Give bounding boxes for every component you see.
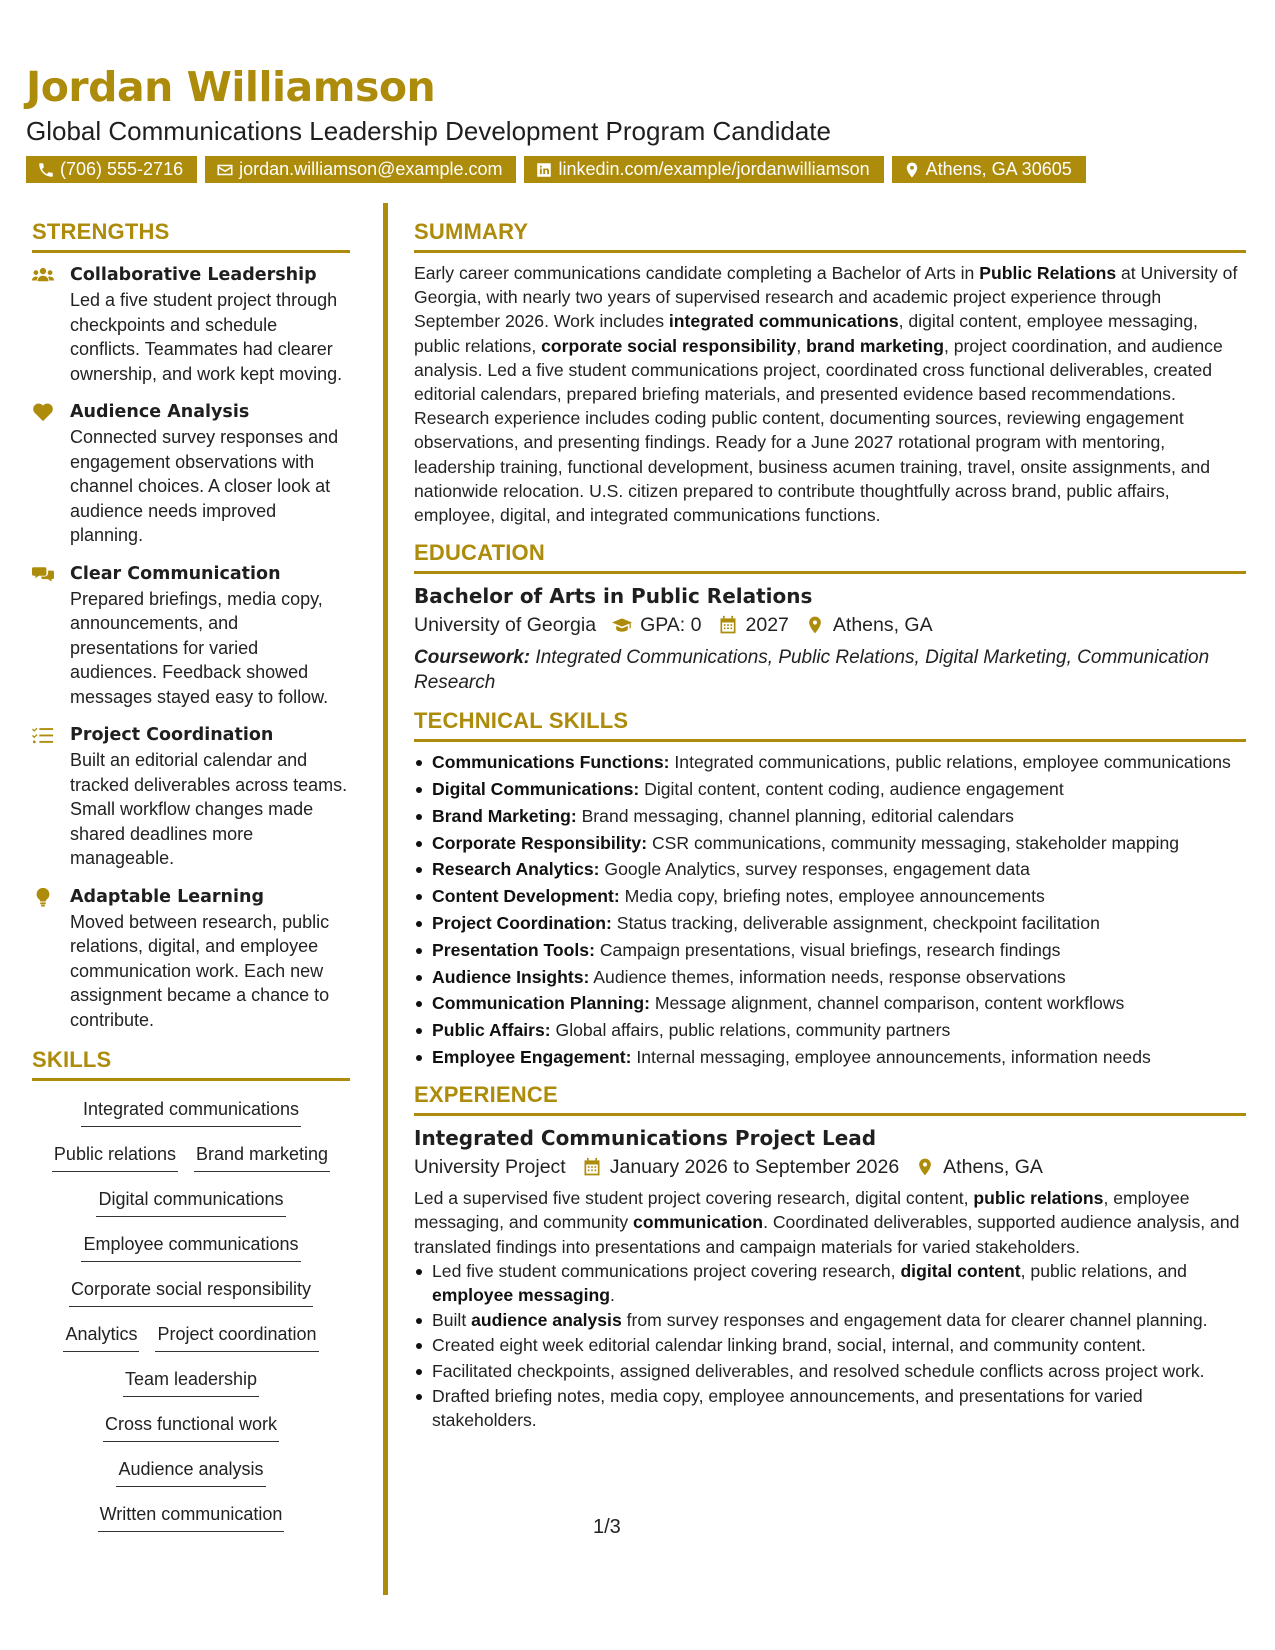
text-run: , public relations, and bbox=[1020, 1260, 1187, 1281]
skill-category: Brand Marketing: bbox=[432, 805, 577, 826]
skill-tag: Team leadership bbox=[123, 1367, 259, 1397]
strength-description: Prepared briefings, media copy, announcements, and presentations for varied audiences. Feedback showed messages stayed easy to follow. bbox=[70, 588, 329, 707]
skill-category: Research Analytics: bbox=[432, 859, 600, 880]
skill-tag: Digital communications bbox=[96, 1187, 285, 1217]
skill-details: Message alignment, channel comparison, content workflows bbox=[649, 993, 1125, 1014]
list-item bbox=[414, 750, 1246, 774]
strength-title: Audience Analysis bbox=[70, 402, 250, 422]
skill-details: Global affairs, public relations, community partners bbox=[550, 1020, 951, 1041]
left-column bbox=[32, 218, 350, 1541]
list-item bbox=[414, 1333, 1246, 1357]
contact-phone-text: (706) 555-2716 bbox=[60, 159, 184, 179]
strength-item bbox=[32, 723, 350, 871]
strength-title: Project Coordination bbox=[70, 725, 274, 745]
candidate-headline: Global Communications Leadership Development Program Candidate bbox=[26, 116, 831, 146]
list-item bbox=[414, 1259, 1246, 1307]
contact-linkedin-text: linkedin.com/example/jordanwilliamson bbox=[558, 159, 870, 179]
strengths-heading: STRENGTHS bbox=[32, 218, 350, 253]
experience-meta bbox=[414, 1152, 1246, 1182]
contact-linkedin[interactable] bbox=[524, 156, 883, 183]
right-column bbox=[414, 218, 1246, 1444]
candidate-name: Jordan Williamson bbox=[26, 63, 436, 111]
text-run: , employee messaging, and community bbox=[414, 1188, 1190, 1233]
skill-category: Audience Insights: bbox=[432, 966, 590, 987]
skill-details: Status tracking, deliverable assignment, checkpoint facilitation bbox=[611, 913, 1100, 934]
education-location: Athens, GA bbox=[832, 614, 933, 637]
text-run: , project coordination, and audience analysis. Led a five student communications project, coordinated cross functional deliverables, created editorial calendars, prepared briefing materials, and presented evidence based recommendations. Research experience includes coding public content, documenting sources, reviewing engagement observations, and presenting findings. Ready for a June 2027 rotational program with mentoring, leadership training, functional development, business acumen training, travel, onsite assignments, and nationwide relocation. U.S. citizen prepared to contribute thoughtfully across brand, public affairs, employee, digital, and integrated communications functions. bbox=[414, 335, 1223, 526]
school-name: University of Georgia bbox=[414, 614, 597, 637]
text-run: . Coordinated deliverables, supported audience analysis, and translated findings into presentations and campaign materials for varied stakeholders. bbox=[414, 1212, 1240, 1257]
skill-category: Digital Communications: bbox=[432, 779, 640, 800]
skills-heading: SKILLS bbox=[32, 1046, 350, 1081]
list-item bbox=[414, 965, 1246, 989]
skill-details: CSR communications, community messaging, stakeholder mapping bbox=[647, 832, 1180, 853]
graduation-year: 2027 bbox=[745, 614, 789, 637]
phone-icon bbox=[37, 161, 55, 179]
education-heading: EDUCATION bbox=[414, 539, 1246, 574]
calendar-icon bbox=[718, 615, 738, 635]
summary-heading: SUMMARY bbox=[414, 218, 1246, 253]
page-number: 1/3 bbox=[593, 1516, 621, 1538]
skill-tag: Integrated communications bbox=[81, 1097, 301, 1127]
skill-category: Corporate Responsibility: bbox=[432, 832, 648, 853]
text-run: , bbox=[796, 335, 807, 356]
coursework bbox=[414, 646, 1246, 695]
strength-description: Connected survey responses and engagement observations with channel choices. A closer look at audience needs improved planning. bbox=[70, 427, 339, 545]
text-run: at University of Georgia, with nearly two years of supervised research and academic project experience through September 2026. Work includes bbox=[414, 263, 1238, 332]
column-divider bbox=[383, 203, 388, 1595]
skill-details: Media copy, briefing notes, employee announcements bbox=[619, 886, 1045, 907]
emphasis-text: brand marketing bbox=[806, 335, 944, 356]
emphasis-text: employee messaging bbox=[432, 1285, 610, 1306]
list-item bbox=[414, 831, 1246, 855]
strength-description: Moved between research, public relations, digital, and employee communication work. Each new assignment became a chance to contribute. bbox=[70, 911, 330, 1030]
strength-title: Collaborative Leadership bbox=[70, 265, 317, 285]
map-marker-icon bbox=[805, 615, 825, 635]
calendar-icon bbox=[582, 1157, 602, 1177]
skill-details: Integrated communications, public relations, employee communications bbox=[669, 752, 1231, 773]
list-item bbox=[414, 804, 1246, 828]
education-section bbox=[414, 539, 1246, 695]
skill-tag: Brand marketing bbox=[194, 1142, 330, 1172]
skill-tag: Analytics bbox=[63, 1322, 139, 1352]
skill-details: Google Analytics, survey responses, engagement data bbox=[599, 859, 1030, 880]
graduation-cap-icon bbox=[612, 615, 632, 635]
degree-title: Bachelor of Arts in Public Relations bbox=[414, 584, 813, 609]
list-item bbox=[414, 884, 1246, 908]
strength-item bbox=[32, 562, 350, 710]
map-marker-icon bbox=[915, 1157, 935, 1177]
strengths-list bbox=[32, 263, 350, 1032]
skill-details: Brand messaging, channel planning, editorial calendars bbox=[576, 805, 1014, 826]
skill-details: Internal messaging, employee announcements, information needs bbox=[631, 1047, 1151, 1067]
skill-tag: Employee communications bbox=[81, 1232, 300, 1262]
emphasis-text: public relations bbox=[973, 1188, 1104, 1209]
text-run: , digital content, employee messaging, public relations, bbox=[414, 311, 1198, 356]
skill-tag: Audience analysis bbox=[116, 1457, 265, 1487]
contact-email-text: jordan.williamson@example.com bbox=[239, 159, 503, 179]
lightbulb-icon bbox=[32, 887, 54, 907]
skill-category: Communication Planning: bbox=[432, 993, 650, 1014]
strength-title: Adaptable Learning bbox=[70, 886, 264, 907]
skill-category: Employee Engagement: bbox=[432, 1047, 632, 1067]
coursework-list: Integrated Communications, Public Relations, Digital Marketing, Communication Research bbox=[414, 647, 1210, 693]
strength-description: Led a five student project through checkpoints and schedule conflicts. Teammates had clearer ownership, and work kept moving. bbox=[70, 290, 343, 384]
skill-tag: Corporate social responsibility bbox=[69, 1277, 313, 1307]
list-item bbox=[414, 1018, 1246, 1042]
list-item bbox=[414, 991, 1246, 1015]
experience-section bbox=[414, 1081, 1246, 1432]
emphasis-text: Public Relations bbox=[979, 263, 1117, 283]
resume-header bbox=[26, 62, 1246, 183]
list-item bbox=[414, 777, 1246, 801]
list-item bbox=[414, 1045, 1246, 1069]
emphasis-text: integrated communications bbox=[668, 311, 899, 332]
users-icon bbox=[32, 265, 54, 285]
text-run: Drafted briefing notes, media copy, employee announcements, and presentations for varied stakeholders. bbox=[432, 1385, 1143, 1431]
organization: University Project bbox=[414, 1156, 566, 1179]
heart-icon bbox=[32, 402, 54, 422]
list-check-icon bbox=[32, 725, 54, 745]
list-item bbox=[414, 1384, 1246, 1432]
skill-details: Audience themes, information needs, response observations bbox=[589, 966, 1066, 987]
technical-skills-list bbox=[414, 750, 1246, 1069]
skills-cloud bbox=[32, 1091, 350, 1541]
text-run: from survey responses and engagement data for clearer channel planning. bbox=[621, 1310, 1208, 1331]
list-item bbox=[414, 1359, 1246, 1383]
summary-text bbox=[414, 261, 1246, 527]
emphasis-text: corporate social responsibility bbox=[541, 335, 797, 356]
skill-category: Project Coordination: bbox=[432, 913, 612, 934]
contact-phone[interactable] bbox=[26, 156, 197, 183]
emphasis-text: communication bbox=[633, 1212, 764, 1233]
job-description bbox=[414, 1186, 1246, 1259]
strength-item bbox=[32, 400, 350, 548]
text-run: Created eight week editorial calendar linking brand, social, internal, and community content. bbox=[432, 1335, 1146, 1356]
text-run: Led five student communications project covering research, bbox=[432, 1260, 901, 1281]
skill-category: Content Development: bbox=[432, 886, 620, 907]
gpa: GPA: 0 bbox=[640, 614, 702, 637]
skill-details: Digital content, content coding, audience engagement bbox=[639, 779, 1064, 800]
list-item bbox=[414, 911, 1246, 935]
skill-category: Communications Functions: bbox=[432, 752, 670, 773]
contact-location-text: Athens, GA 30605 bbox=[925, 159, 1072, 179]
job-bullets bbox=[414, 1259, 1246, 1432]
list-item bbox=[414, 857, 1246, 881]
text-run: Facilitated checkpoints, assigned deliverables, and resolved schedule conflicts across project work. bbox=[432, 1360, 1205, 1381]
skill-category: Public Affairs: bbox=[432, 1020, 551, 1041]
education-meta bbox=[414, 610, 1246, 640]
experience-heading: EXPERIENCE bbox=[414, 1081, 1246, 1116]
job-dates: January 2026 to September 2026 bbox=[609, 1156, 900, 1179]
coursework-label: Coursework: bbox=[414, 647, 531, 669]
skill-category: Presentation Tools: bbox=[432, 939, 595, 960]
strength-item bbox=[32, 885, 350, 1033]
map-marker-icon bbox=[903, 161, 921, 179]
skill-tag: Cross functional work bbox=[103, 1412, 279, 1442]
text-run: Led a supervised five student project covering research, digital content, bbox=[414, 1188, 974, 1209]
emphasis-text: digital content bbox=[900, 1260, 1021, 1281]
summary-section bbox=[414, 218, 1246, 527]
emphasis-text: audience analysis bbox=[471, 1310, 622, 1331]
text-run: Built bbox=[432, 1310, 472, 1331]
list-item bbox=[414, 1308, 1246, 1332]
technical-skills-section bbox=[414, 707, 1246, 1069]
contact-location bbox=[892, 156, 1086, 183]
skill-tag: Project coordination bbox=[155, 1322, 318, 1352]
skill-tag: Written communication bbox=[98, 1502, 285, 1532]
linkedin-icon bbox=[535, 161, 553, 179]
text-run: . bbox=[609, 1285, 615, 1306]
skill-tag: Public relations bbox=[52, 1142, 178, 1172]
job-title: Integrated Communications Project Lead bbox=[414, 1126, 877, 1151]
job-location: Athens, GA bbox=[943, 1156, 1043, 1179]
strength-description: Built an editorial calendar and tracked deliverables across teams. Small workflow changes made shared deadlines more manageable. bbox=[70, 750, 348, 868]
contact-bar bbox=[26, 156, 1246, 183]
text-run: Early career communications candidate completing a Bachelor of Arts in bbox=[414, 263, 980, 283]
envelope-icon bbox=[216, 161, 234, 179]
contact-email[interactable] bbox=[205, 156, 516, 183]
list-item bbox=[414, 938, 1246, 962]
strength-item bbox=[32, 263, 350, 386]
strength-title: Clear Communication bbox=[70, 563, 281, 584]
comments-icon bbox=[32, 564, 54, 584]
technical-skills-heading: TECHNICAL SKILLS bbox=[414, 707, 1246, 742]
skill-details: Campaign presentations, visual briefings, research findings bbox=[594, 939, 1061, 960]
